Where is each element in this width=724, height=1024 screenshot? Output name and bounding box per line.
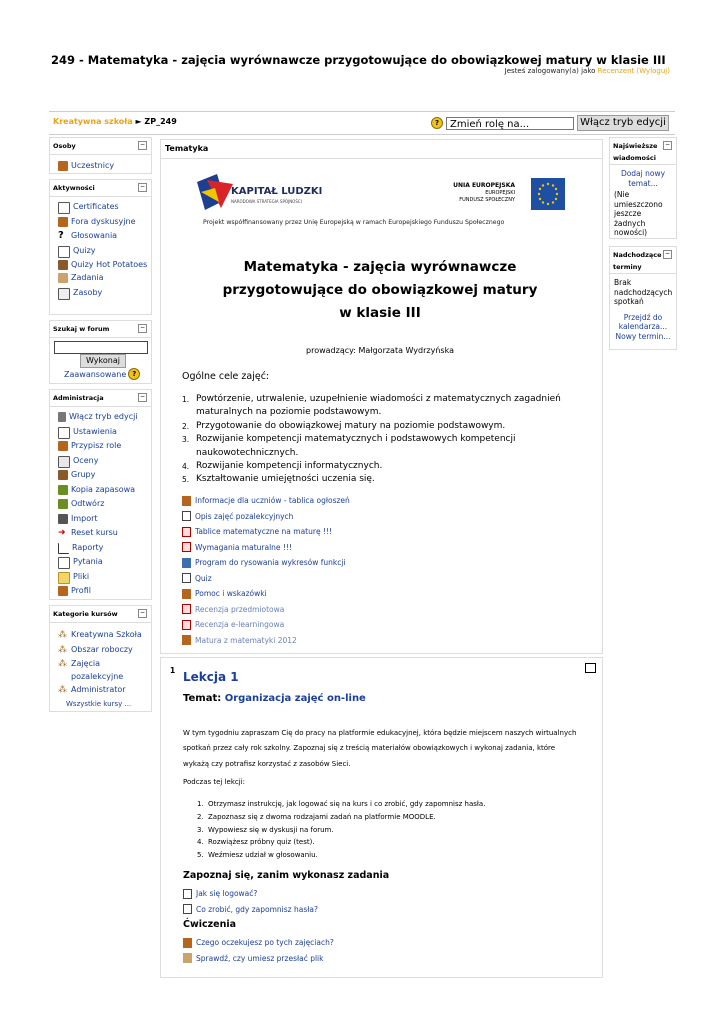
advanced-search-link[interactable]: Zaawansowane — [64, 369, 127, 379]
forum-icon — [182, 589, 191, 599]
breadcrumb-home[interactable]: Kreatywna szkoła — [53, 117, 133, 126]
activity-link[interactable]: Głosowania — [71, 231, 118, 240]
upcoming-block — [609, 246, 677, 350]
section-toggle-icon[interactable] — [585, 663, 596, 673]
activity-link[interactable]: Zadania — [71, 273, 104, 282]
activity-link[interactable]: Fora dyskusyjne — [71, 216, 136, 226]
resource-item[interactable] — [182, 617, 350, 633]
category-item[interactable] — [58, 683, 151, 698]
admin-item[interactable] — [58, 425, 151, 440]
resource-list — [182, 493, 350, 648]
collapse-icon[interactable]: − — [139, 609, 146, 616]
admin-item[interactable] — [58, 541, 151, 556]
grades-icon — [58, 456, 70, 468]
category-icon: ⁂ — [58, 659, 67, 669]
admin-link[interactable]: Oceny — [73, 455, 99, 465]
category-link[interactable]: Obszar roboczy — [71, 644, 133, 654]
pdf-icon — [182, 620, 191, 630]
category-item[interactable] — [58, 643, 151, 658]
activity-link[interactable]: Quizy Hot Potatoes — [71, 260, 148, 269]
forum-icon — [183, 938, 192, 948]
goal-item: 5. Kształtowanie umiejętności uczenia się. — [182, 474, 375, 485]
activities-block — [49, 179, 152, 315]
breadcrumb-separator: ► — [135, 117, 142, 126]
resource-link[interactable]: Pomoc i wskazówki — [195, 589, 267, 599]
resource-item[interactable] — [182, 540, 350, 556]
people-item[interactable] — [58, 159, 151, 174]
topic-label: Temat: — [183, 693, 222, 704]
backup-icon — [58, 485, 68, 495]
logout-link[interactable]: (Wyloguj) — [636, 67, 670, 75]
resource-link[interactable]: Informacje dla uczniów - tablica ogłoszeń — [195, 496, 350, 506]
category-icon: ⁂ — [58, 644, 67, 655]
admin-item[interactable] — [58, 584, 151, 599]
people-block — [49, 137, 152, 174]
admin-link[interactable]: Raporty — [72, 542, 104, 552]
category-link[interactable]: Administrator — [71, 685, 126, 694]
quiz-icon — [182, 573, 191, 583]
all-courses-link[interactable]: Wszystkie kursy ... — [66, 699, 132, 708]
course-title — [162, 256, 598, 325]
collapse-icon[interactable]: − — [139, 183, 146, 190]
news-empty: (Nie umieszczono jeszcze żadnych nowości) — [614, 190, 663, 237]
lesson-during-label: Podczas tej lekcji: — [183, 778, 246, 786]
search-input[interactable] — [54, 341, 148, 354]
lesson-title: Lekcja 1 — [183, 670, 239, 684]
resource-link[interactable]: Opis zajęć pozalekcyjnych — [195, 511, 294, 521]
admin-block — [49, 389, 152, 600]
lesson-topic — [183, 693, 366, 704]
edit-mode-button[interactable]: Włącz tryb edycji — [577, 115, 669, 131]
page-icon — [183, 889, 192, 899]
resource-link[interactable]: Recenzja przedmiotowa — [195, 604, 285, 614]
pdf-icon — [182, 604, 191, 614]
breadcrumb — [53, 117, 177, 126]
collapse-icon[interactable]: − — [664, 141, 671, 148]
kapital-ludzki-logo — [195, 172, 235, 212]
login-prefix: Jesteś zalogowany(a) jako — [504, 67, 596, 75]
resource-item[interactable] — [183, 951, 334, 967]
forum-search-block — [49, 320, 152, 384]
lesson-paragraph: W tym tygodniu zapraszam Cię do pracy na platformie edukacyjnej, która będzie miejscem naszych wirtualnych spotkań przez cały rok szkolny. Zapoznaj się z treścią materiałów obowiązkowych i wykonaj zadania, które wykażą czy potrafisz korzystać z zasobów Sieci. — [183, 729, 577, 768]
navigation-bar — [49, 111, 675, 135]
admin-link[interactable]: Ustawienia — [73, 426, 117, 436]
course-title-line2: przygotowujące do obowiązkowej matury — [222, 282, 538, 298]
step-item: 4. Rozwiążesz próbny quiz (test). — [197, 838, 315, 847]
help-icon[interactable]: ? — [128, 368, 140, 380]
admin-item[interactable] — [58, 439, 151, 454]
categories-block-title: Kategorie kursów — [53, 610, 118, 618]
lesson-number: 1 — [170, 666, 176, 675]
admin-item[interactable] — [58, 468, 151, 483]
admin-item[interactable] — [58, 570, 151, 585]
resource-link[interactable]: Czego oczekujesz po tych zajęciach? — [196, 938, 334, 948]
certificate-icon — [58, 202, 70, 214]
page-title: 249 - Matematyka - zajęcia wyrównawcze przygotowujące do obowiązkowej matury w klasie III — [51, 53, 666, 67]
resource-link[interactable]: Matura z matematyki 2012 — [195, 635, 297, 645]
activity-link[interactable]: Quizy — [73, 245, 96, 255]
forum-icon — [182, 496, 191, 506]
resource-link[interactable]: Quiz — [195, 573, 212, 583]
assignment-icon — [183, 953, 192, 963]
resource-item[interactable] — [183, 886, 318, 902]
resource-link[interactable]: Tablice matematyczne na maturę !!! — [195, 527, 332, 537]
admin-item[interactable] — [58, 410, 151, 425]
admin-link[interactable]: Grupy — [71, 470, 96, 479]
activity-item[interactable] — [58, 244, 151, 259]
eu-banner — [185, 170, 565, 232]
resource-link[interactable]: Program do rysowania wykresów funkcji — [195, 558, 346, 568]
admin-link[interactable]: Profil — [71, 586, 91, 595]
settings-icon — [58, 427, 70, 439]
resource-item[interactable] — [182, 586, 350, 602]
resource-item[interactable] — [182, 524, 350, 540]
login-user-link[interactable]: Recenzent — [597, 67, 635, 75]
groups-icon — [58, 470, 68, 480]
eu-sub1: EUROPEJSKI — [485, 190, 515, 196]
activity-item[interactable] — [58, 200, 151, 215]
category-link[interactable]: Kreatywna Szkoła — [71, 630, 142, 639]
resource-link[interactable]: Jak się logować? — [196, 889, 258, 899]
category-link[interactable]: Zajęcia pozalekcyjne — [71, 659, 124, 681]
activity-item[interactable] — [58, 271, 151, 286]
quiz-icon — [58, 246, 70, 258]
question-icon: ? — [58, 230, 64, 241]
admin-link[interactable]: Pliki — [73, 571, 90, 581]
admin-block-title: Administracja — [53, 394, 104, 402]
eu-flag-icon — [531, 178, 565, 210]
banner-caption: Projekt współfinansowany przez Unię Europejską w ramach Europejskiego Funduszu Społecznego — [203, 219, 505, 226]
goal-item: 3. Rozwijanie kompetencji matematycznych i podstawowych kompetencji naukowotechnicznych. — [182, 434, 516, 458]
add-news-link[interactable]: Dodaj nowy temat... — [620, 169, 666, 188]
collapse-icon[interactable]: − — [664, 250, 671, 257]
category-item[interactable] — [58, 628, 151, 643]
goal-item: 1. Powtórzenie, utrwalenie, uzupełnienie wiadomości z matematycznych zagadnień maturalnych na poziomie podstawowym. — [182, 394, 561, 418]
reset-icon: ➜ — [58, 528, 66, 538]
news-block — [609, 137, 677, 239]
assignment-icon — [58, 273, 68, 283]
step-item: 1. Otrzymasz instrukcję, jak logować się na kurs i co zrobić, gdy zapomnisz hasła. — [197, 800, 486, 808]
reports-icon — [58, 543, 69, 554]
goals-heading: Ogólne cele zajęć: — [182, 371, 270, 382]
resource-item[interactable] — [182, 571, 350, 587]
lesson-section — [160, 657, 603, 978]
resource-icon — [58, 288, 70, 300]
category-icon: ⁂ — [58, 630, 67, 640]
course-title-line1: Matematyka - zajęcia wyrównawcze — [243, 259, 517, 275]
pdf-icon — [182, 527, 191, 537]
help-icon[interactable]: ? — [431, 117, 443, 129]
admin-item[interactable] — [58, 497, 151, 512]
people-block-title: Osoby — [53, 142, 76, 150]
activities-block-title: Aktywności — [53, 184, 95, 192]
admin-link[interactable]: Pytania — [73, 557, 103, 566]
hotpot-icon — [58, 260, 68, 270]
admin-link[interactable]: Reset kursu — [71, 528, 118, 537]
forum-icon — [182, 635, 191, 645]
collapse-icon[interactable]: − — [139, 141, 146, 148]
resource-item[interactable] — [182, 633, 350, 649]
resource-item[interactable] — [182, 509, 350, 525]
download-icon — [182, 558, 191, 568]
admin-link[interactable]: Kopia zapasowa — [71, 484, 136, 494]
step-item: 5. Weźmiesz udział w głosowaniu. — [197, 851, 318, 860]
forum-icon — [58, 217, 68, 227]
categories-block — [49, 605, 152, 712]
eu-brand: UNIA EUROPEJSKA — [453, 182, 515, 189]
resource-link[interactable]: Co zrobić, gdy zapomnisz hasła? — [196, 904, 318, 914]
category-item[interactable] — [58, 657, 151, 683]
admin-item[interactable] — [58, 483, 151, 498]
activity-link[interactable]: Zasoby — [73, 287, 103, 297]
resource-item[interactable] — [182, 555, 350, 571]
teacher-name: prowadzący: Małgorzata Wydrzyńska — [306, 346, 454, 355]
import-icon — [58, 514, 68, 524]
activity-link[interactable]: Certificates — [73, 202, 119, 211]
goal-item: 2. Przygotowanie do obowiązkowej matury na poziomie podstawowym. — [182, 420, 506, 431]
admin-item[interactable] — [58, 512, 151, 527]
resource-link[interactable]: Sprawdź, czy umiesz przesłać plik — [196, 953, 324, 963]
activity-item[interactable] — [58, 229, 151, 244]
search-button[interactable]: Wykonaj — [80, 354, 126, 368]
roles-icon — [58, 441, 68, 451]
kapital-ludzki-sub: NARODOWA STRATEGIA SPÓJNOŚCI — [231, 199, 302, 204]
login-info — [505, 67, 670, 75]
new-event-link[interactable]: Nowy termin... — [615, 331, 671, 341]
collapse-icon[interactable]: − — [139, 324, 146, 331]
admin-link[interactable]: Przypisz role — [71, 441, 122, 450]
breadcrumb-course: ZP_249 — [144, 117, 177, 126]
goal-item: 4. Rozwijanie kompetencji informatycznych. — [182, 461, 383, 472]
pdf-icon — [182, 542, 191, 552]
admin-item[interactable] — [58, 526, 151, 541]
materials-list — [183, 886, 318, 917]
exercises-list — [183, 935, 334, 966]
profile-icon — [58, 586, 68, 596]
resource-item[interactable] — [183, 935, 334, 951]
resource-item[interactable] — [183, 902, 318, 918]
goals-list — [182, 393, 576, 487]
users-icon — [58, 161, 68, 171]
goto-calendar-link[interactable]: Przejdź do kalendarza... — [618, 312, 668, 331]
kapital-ludzki-brand: KAPITAŁ LUDZKI — [231, 186, 323, 197]
admin-item[interactable] — [58, 454, 151, 469]
admin-link[interactable]: Włącz tryb edycji — [69, 412, 138, 421]
admin-link[interactable]: Import — [71, 513, 98, 523]
folder-icon — [58, 572, 70, 584]
step-item: 3. Wypowiesz się w dyskusji na forum. — [197, 825, 334, 834]
role-select[interactable]: Zmień rolę na... — [446, 117, 574, 130]
lesson-heading-exercises: Ćwiczenia — [183, 919, 237, 930]
page-icon — [182, 511, 191, 521]
course-title-line3: w klasie III — [339, 305, 421, 321]
section-label: Tematyka — [165, 144, 209, 153]
resource-item[interactable] — [182, 493, 350, 509]
lesson-steps — [197, 798, 485, 862]
admin-item[interactable] — [58, 555, 151, 570]
upcoming-empty: Brak nadchodzących spotkań — [614, 278, 673, 306]
step-item: 2. Zapoznasz się z dwoma rodzajami zadań na platformie MOODLE. — [197, 812, 436, 821]
resource-link[interactable]: Wymagania maturalne !!! — [195, 542, 292, 552]
activity-item[interactable] — [58, 286, 151, 301]
upcoming-block-title: Nadchodzące terminy — [613, 251, 662, 271]
page-icon — [183, 904, 192, 914]
news-block-title: Najświeższe wiadomości — [613, 142, 658, 162]
activity-item[interactable] — [58, 215, 151, 230]
eu-sub2: FUNDUSZ SPOŁECZNY — [459, 197, 515, 203]
edit-icon — [58, 412, 66, 422]
category-icon: ⁂ — [58, 685, 67, 695]
resource-item[interactable] — [182, 602, 350, 618]
search-block-title: Szukaj w forum — [53, 325, 110, 333]
restore-icon — [58, 499, 68, 509]
questions-icon — [58, 557, 70, 569]
resource-link[interactable]: Recenzja e-learningowa — [195, 620, 285, 630]
topic-value: Organizacja zajęć on-line — [224, 693, 366, 704]
lesson-heading-materials: Zapoznaj się, zanim wykonasz zadania — [183, 870, 390, 881]
admin-link[interactable]: Odtwórz — [71, 499, 105, 508]
collapse-icon[interactable]: − — [139, 393, 146, 400]
activity-item[interactable] — [58, 258, 151, 271]
participants-link[interactable]: Uczestnicy — [71, 161, 115, 170]
